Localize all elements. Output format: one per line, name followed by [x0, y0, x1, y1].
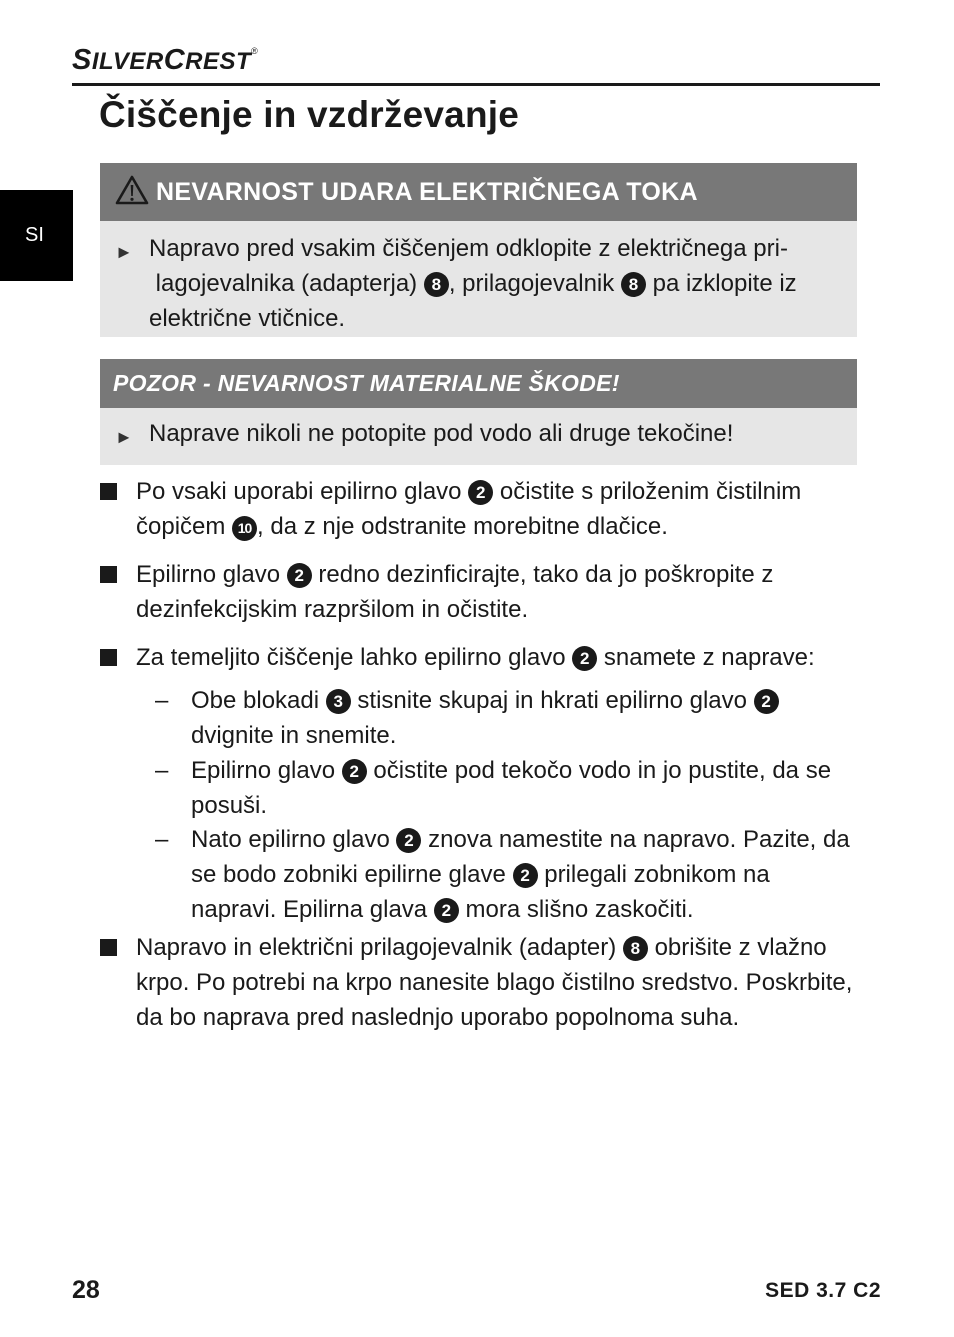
text-run: redno dezinficirajte, tako da jo poškropite z dezinfekcijskim razpršilom in očistite. [136, 561, 774, 623]
text-run: prilegali zobnikom na napravi. Epilirna glava [191, 861, 770, 923]
number-badge: 2 [342, 759, 367, 784]
text-run: Obe blokadi [191, 687, 326, 714]
warning-box [100, 163, 857, 337]
text-run: znova namestite na napravo. Pazite, da se bodo zobniki epilirne glave [191, 826, 850, 888]
text-run: Epilirno glavo [136, 561, 287, 588]
text-run: očistite s priloženim čistilnim čopičem [136, 478, 802, 540]
caution-text: ► Naprave nikoli ne potopite pod vodo ali druge tekočine! [100, 408, 857, 451]
warning-text [100, 221, 857, 336]
warning-triangle-icon [115, 175, 149, 205]
list-item [100, 930, 860, 1035]
sub-list-item [155, 822, 860, 927]
brand-logo: SILVERCREST® [72, 44, 259, 76]
text-run: , da z nje odstranite morebitne dlačice. [257, 513, 668, 540]
sub-list-item [155, 753, 860, 823]
caution-box [100, 359, 857, 465]
text-run: Nato epilirno glavo [191, 826, 397, 853]
number-badge: 2 [468, 480, 493, 505]
text-run: mora slišno zaskočiti. [458, 896, 694, 923]
list-item [100, 474, 860, 544]
page-title: Čiščenje in vzdrževanje [99, 94, 520, 135]
text-run: Epilirno glavo [191, 757, 342, 784]
number-badge: 2 [754, 689, 779, 714]
dash-bullet: – [155, 687, 169, 714]
text-run: snamete z naprave: [597, 644, 815, 671]
text-run: Za temeljito čiščenje lahko epilirno glavo [136, 644, 573, 671]
text-run: pa izklopite iz električne vtičnice. [149, 270, 797, 332]
number-badge: 3 [326, 689, 351, 714]
number-badge: 10 [232, 516, 257, 541]
number-badge: 2 [434, 898, 459, 923]
text-run: Napravo in električni prilagojevalnik (adapter) [136, 934, 623, 961]
square-bullet-icon [100, 483, 117, 500]
sub-list-item [155, 683, 860, 753]
number-badge: 2 [396, 828, 421, 853]
list-item [100, 557, 860, 627]
square-bullet-icon [100, 649, 117, 666]
number-badge: 8 [621, 272, 646, 297]
dash-bullet: – [155, 826, 169, 853]
arrow-right-icon: ► [115, 242, 133, 262]
square-bullet-icon [100, 566, 117, 583]
text-run: obrišite z vlažno krpo. Po potrebi na krpo nanesite blago čistilno sredstvo. Poskrbite, da bo naprava pred naslednjo uporabo popolnoma suha. [136, 934, 853, 1031]
arrow-right-icon: ► [115, 427, 133, 447]
warning-heading-text: NEVARNOST UDARA ELEKTRIČNEGA TOKA [156, 177, 698, 206]
caution-heading: POZOR - NEVARNOST MATERIALNE ŠKODE! [100, 359, 857, 408]
list-item [100, 640, 860, 675]
square-bullet-icon [100, 939, 117, 956]
language-tab: SI [0, 190, 73, 281]
number-badge: 2 [287, 563, 312, 588]
text-run: očistite pod tekočo vodo in jo pustite, da se posuši. [191, 757, 832, 819]
header-rule [72, 83, 880, 86]
text-run: , prilagojevalnik [448, 270, 621, 297]
text-run: Po vsaki uporabi epilirno glavo [136, 478, 469, 505]
number-badge: 8 [424, 272, 449, 297]
text-run: stisnite skupaj in hkrati epilirno glavo [350, 687, 754, 714]
dash-bullet: – [155, 757, 169, 784]
text-run: Napravo pred vsakim čiščenjem odklopite z električnega pri- lagojevalnika (adapterja) [149, 235, 788, 297]
number-badge: 8 [623, 936, 648, 961]
page-number: 28 [72, 1276, 100, 1304]
model-number: SED 3.7 C2 [765, 1279, 881, 1302]
number-badge: 2 [572, 646, 597, 671]
text-run: dvignite in snemite. [191, 722, 397, 749]
warning-heading [100, 163, 857, 221]
number-badge: 2 [513, 863, 538, 888]
